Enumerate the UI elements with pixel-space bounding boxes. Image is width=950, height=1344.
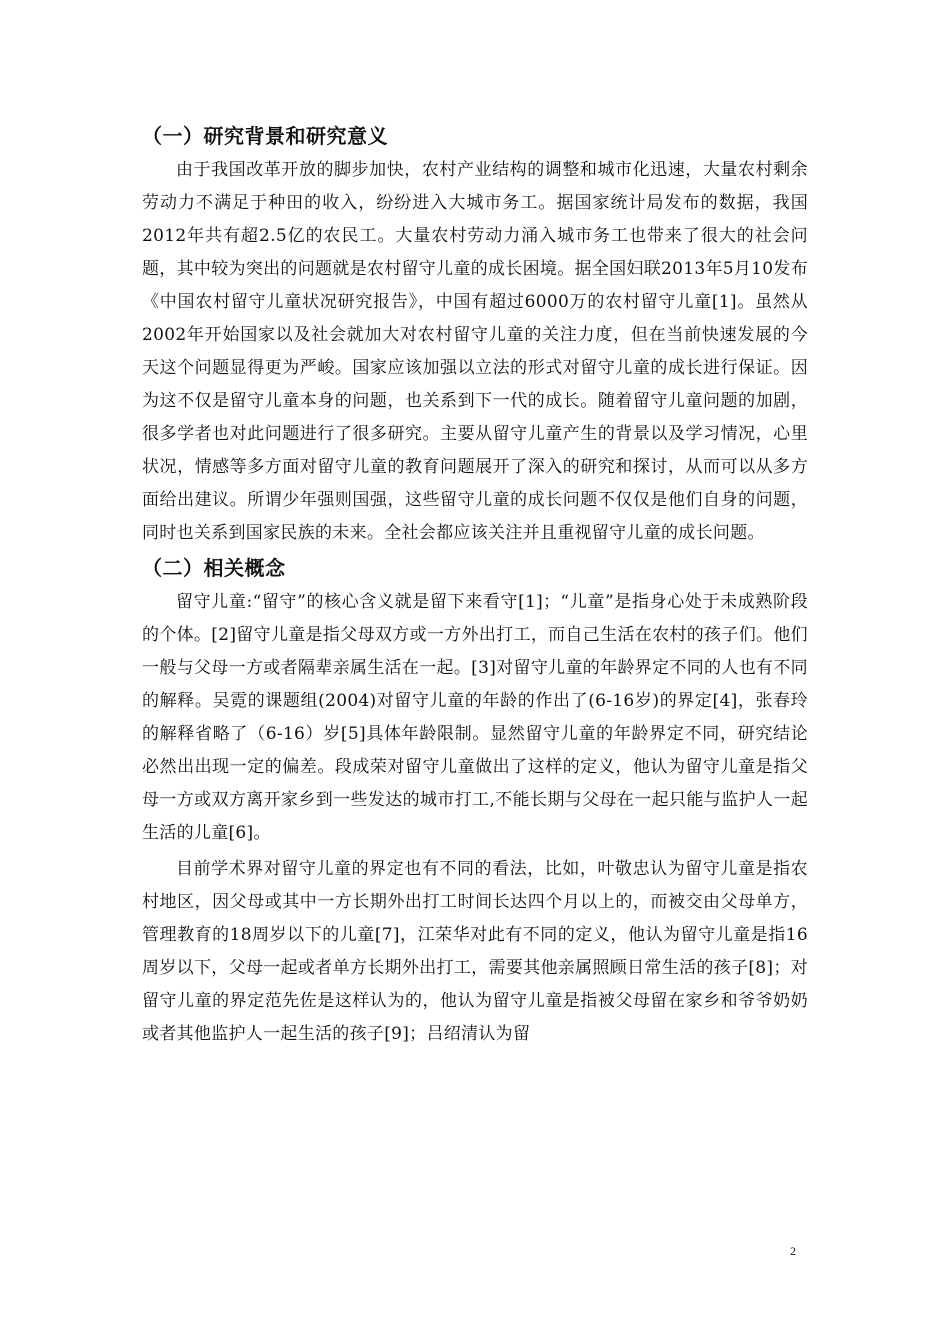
- section-heading-concepts: （二）相关概念: [142, 556, 286, 580]
- body-paragraph-background: 由于我国改革开放的脚步加快，农村产业结构的调整和城市化迅速，大量农村剩余劳动力不满足于种田的收入，纷纷进入大城市务工。据国家统计局发布的数据，我国2012年共有超2.5亿的农民工。大量农村劳动力涌入城市务工也带来了很大的社会问题，其中较为突出的问题就是农村留守儿童的成长困境。据全国妇联2013年5月10发布《中国农村留守儿童状况研究报告》，中国有超过6000万的农村留守儿童[1]。虽然从2002年开始国家以及社会就加大对农村留守儿童的关注力度，但在当前快速发展的今天这个问题显得更为严峻。国家应该加强以立法的形式对留守儿童的成长进行保证。因为这不仅是留守儿童本身的问题，也关系到下一代的成长。随着留守儿童问题的加剧，很多学者也对此问题进行了很多研究。主要从留守儿童产生的背景以及学习情况，心里状况，情感等多方面对留守儿童的教育问题展开了深入的研究和探讨，从而可以从多方面给出建议。所谓少年强则国强，这些留守儿童的成长问题不仅仅是他们自身的问题，同时也关系到国家民族的未来。全社会都应该关注并且重视留守儿童的成长问题。: [142, 160, 809, 543]
- page-number: 2: [790, 1244, 796, 1258]
- body-paragraph-concepts-2: 目前学术界对留守儿童的界定也有不同的看法，比如，叶敬忠认为留守儿童是指农村地区，因父母或其中一方长期外出打工时间长达四个月以上的，而被交由父母单方，管理教育的18周岁以下的儿童[7]，江荣华对此有不同的定义，他认为留守儿童是指16周岁以下，父母一起或者单方长期外出打工，需要其他亲属照顾日常生活的孩子[8]；对留守儿童的界定范先佐是这样认为的，他认为留守儿童是指被父母留在家乡和爷爷奶奶或者其他监护人一起生活的孩子[9]；吕绍清认为留: [142, 859, 808, 1044]
- section-heading-background: （一）研究背景和研究意义: [142, 124, 388, 148]
- body-paragraph-concepts-1: 留守儿童:“留守”的核心含义就是留下来看守[1]；“儿童”是指身心处于未成熟阶段的个体。[2]留守儿童是指父母双方或一方外出打工，而自己生活在农村的孩子们。他们一般与父母一方或者隔辈亲属生活在一起。[3]对留守儿童的年龄界定不同的人也有不同的解释。吴霓的课题组(2004)对留守儿童的年龄的作出了(6-16岁)的界定[4]，张春玲的解释省略了（6-16）岁[5]具体年龄限制。显然留守儿童的年龄界定不同，研究结论必然出出现一定的偏差。段成荣对留守儿童做出了这样的定义，他认为留守儿童是指父母一方或双方离开家乡到一些发达的城市打工,不能长期与父母在一起只能与监护人一起生活的儿童[6]。: [142, 592, 808, 843]
- document-body: [142, 118, 808, 1051]
